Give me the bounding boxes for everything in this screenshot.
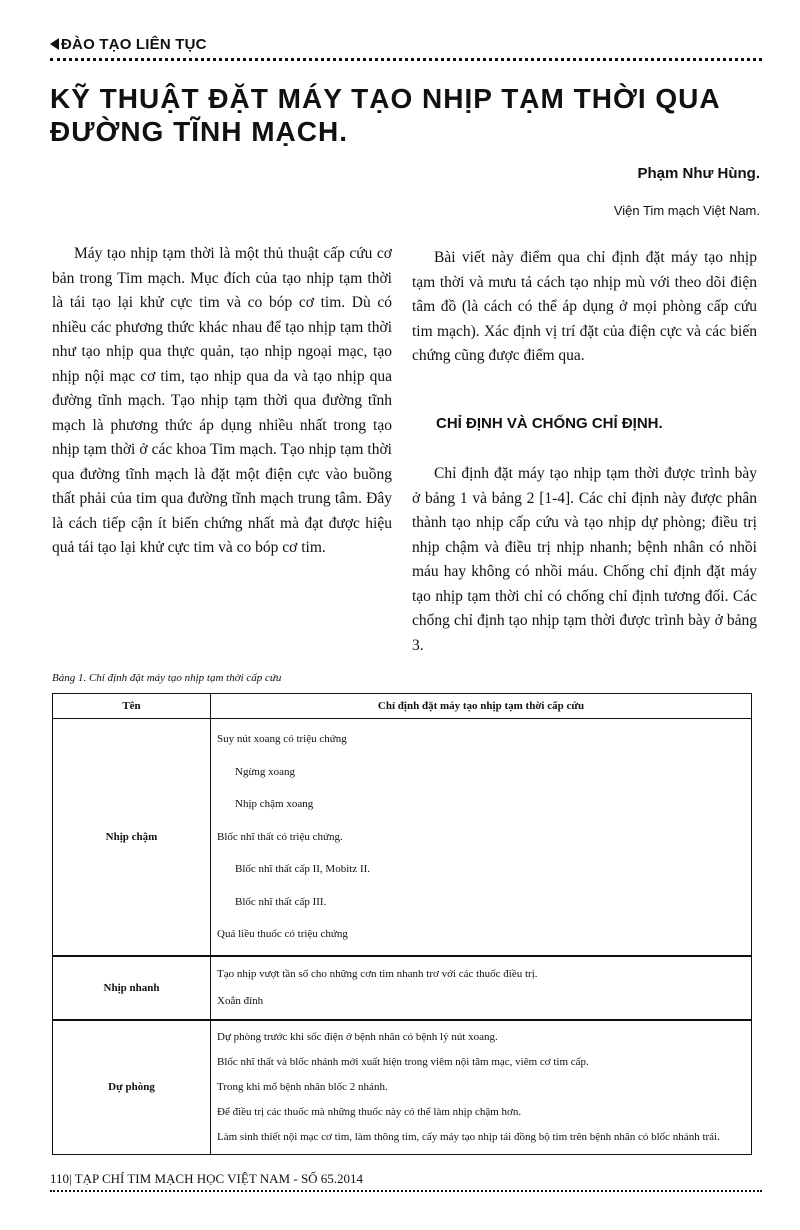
table-header-name: Tên — [53, 694, 211, 719]
table-row — [53, 1020, 752, 1155]
table-row — [53, 719, 752, 956]
list-item: Ngừng xoang — [235, 765, 296, 778]
list-item: Làm sinh thiết nội mạc cơ tim, làm thông tim, cấy máy tạo nhịp tái đồng bộ tim trên bệnh nhân có blốc nhánh trái. — [217, 1130, 720, 1143]
indications-table — [52, 693, 752, 1155]
list-item: Blốc nhĩ thất có triệu chứng. — [217, 830, 343, 843]
list-item: Quá liều thuốc có triệu chứng — [217, 928, 348, 940]
list-item: Blốc nhĩ thất cấp III. — [235, 895, 327, 908]
group-items — [211, 1020, 752, 1155]
triangle-marker-icon — [50, 38, 59, 50]
list-item: Blốc nhĩ thất cấp II, Mobitz II. — [235, 863, 371, 875]
indications-paragraph: Chỉ định đặt máy tạo nhịp tạm thời được trình bày ở bảng 1 và bảng 2 [1-4]. Các chỉ định này được phân thành tạo nhịp cấp cứu và tạo nhịp dự phòng; điều trị nhịp chậm và điều trị nhịp nhanh; bệnh nhân có nhồi máu hay không có nhồi máu. Chống chỉ định đặt máy tạo nhịp tạm thời chỉ có chống chỉ định tương đối. Các chống chỉ định tạo nhịp tạm thời được trình bày ở bảng 3. — [412, 465, 757, 654]
list-item: Dự phòng trước khi sốc điện ở bệnh nhân có bệnh lý nút xoang. — [217, 1030, 498, 1043]
overview-paragraph: Bài viết này điểm qua chỉ định đặt máy tạo nhịp tạm thời và mưu tả cách tạo nhịp mù với theo dõi điện tâm đồ (là cách có thể áp dụng ở mọi phòng cấp cứu tim mạch). Xác định vị trí đặt của điện cực và các biến chứng cũng được điểm qua. — [412, 249, 757, 364]
table-caption: Bảng 1. Chỉ định đặt máy tạo nhịp tạm thời cấp cứu — [52, 672, 282, 684]
list-item: Xoắn đỉnh — [217, 994, 264, 1007]
group-name: Dự phòng — [53, 1020, 211, 1155]
section-label — [50, 36, 207, 53]
group-name: Nhịp chậm — [53, 719, 211, 956]
group-items — [211, 956, 752, 1020]
list-item: Để điều trị các thuốc mà những thuốc này có thể làm nhịp chậm hơn. — [217, 1105, 522, 1118]
footer-divider — [50, 1190, 762, 1192]
section-label-text: ĐÀO TẠO LIÊN TỤC — [61, 36, 207, 53]
table-row — [53, 956, 752, 1020]
list-item: Nhịp chậm xoang — [235, 798, 314, 810]
header-divider — [50, 58, 762, 61]
table-header-row — [53, 694, 752, 719]
group-items — [211, 719, 752, 956]
list-item: Tạo nhịp vượt tần số cho những cơn tim nhanh trơ với các thuốc điều trị. — [217, 967, 538, 980]
page-footer: 110| TẠP CHÍ TIM MẠCH HỌC VIỆT NAM - SỐ 65.2014 — [50, 1171, 364, 1186]
group-name: Nhịp nhanh — [53, 956, 211, 1020]
list-item: Trong khi mổ bệnh nhân blốc 2 nhánh. — [217, 1080, 388, 1093]
list-item: Blốc nhĩ thất và blốc nhánh mới xuất hiện trong viêm nội tâm mạc, viêm cơ tim cấp. — [217, 1055, 589, 1068]
intro-paragraph: Máy tạo nhịp tạm thời là một thủ thuật cấp cứu cơ bản trong Tim mạch. Mục đích của tạo nhịp tạm thời là tái tạo lại khử cực tim và co bóp cơ tim. Dù có nhiều các phương thức khác nhau để tạo nhịp tạm thời như tạo nhịp qua thực quản, tạo nhịp ngoại mạc, tạo nhịp nội mạc cơ tim, tạo nhịp qua da và tạo nhịp qua đường tĩnh mạch. Tạo nhịp tạm thời qua đường tĩnh mạch là phương thức áp dụng nhiều nhất trong tạo nhịp tạm thời ở các khoa Tim mạch. Tạo nhịp tạm thời qua đường tĩnh mạch là đặt một điện cực vào buồng thất phải của tim qua đường tĩnh mạch trung tâm. Đây là cách tiếp cận ít biến chứng nhất mà đạt được hiệu quả tái tạo lại khử cực tim và co bóp cơ tim. — [52, 245, 392, 556]
list-item: Suy nút xoang có triệu chứng — [217, 733, 347, 745]
author-affiliation: Viện Tim mạch Việt Nam. — [613, 203, 760, 218]
table-header-indication: Chỉ định đặt máy tạo nhịp tạm thời cấp cứu — [211, 694, 752, 719]
author-name: Phạm Như Hùng. — [637, 165, 760, 182]
article-title: KỸ THUẬT ĐẶT MÁY TẠO NHỊP TẠM THỜI QUA ĐƯỜNG TĨNH MẠCH. — [50, 83, 720, 147]
section-heading: CHỈ ĐỊNH VÀ CHỐNG CHỈ ĐỊNH. — [436, 415, 663, 432]
